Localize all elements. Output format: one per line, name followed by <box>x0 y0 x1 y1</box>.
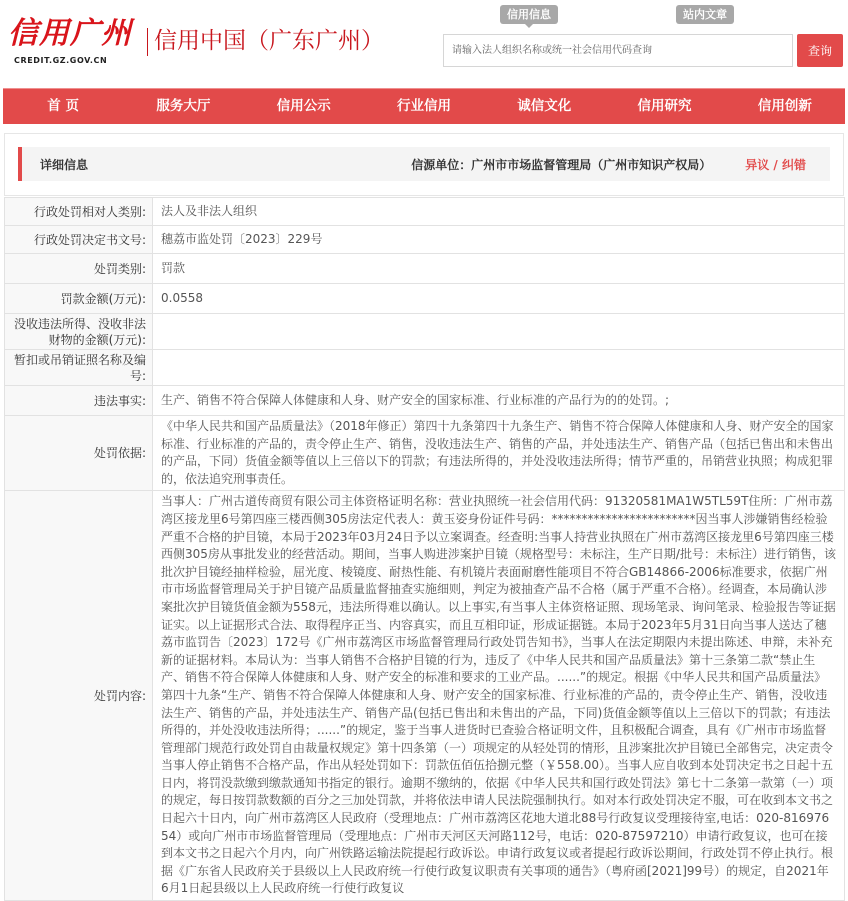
search-button[interactable]: 查询 <box>797 34 843 67</box>
row-penalty-content <box>5 491 845 901</box>
field-label: 行政处罚决定书文号: <box>5 226 153 254</box>
nav-item-home[interactable]: 首 页 <box>47 98 79 114</box>
field-label: 处罚内容: <box>5 491 153 901</box>
site-logo[interactable] <box>8 14 144 70</box>
field-label: 处罚类别: <box>5 254 153 284</box>
nav-item-integrity-culture[interactable]: 诚信文化 <box>517 98 572 114</box>
nav-item-credit-innovation[interactable]: 信用创新 <box>757 98 812 114</box>
objection-link[interactable]: 异议 / 纠错 <box>745 157 806 172</box>
field-label: 违法事实: <box>5 386 153 416</box>
nav-item-service-hall[interactable]: 服务大厅 <box>156 98 211 114</box>
field-label: 处罚依据: <box>5 416 153 491</box>
site-title: 信用中国（广东广州） <box>154 28 384 54</box>
main-nav <box>3 88 845 124</box>
field-value <box>153 350 845 386</box>
row-fine-amount <box>5 284 845 314</box>
tab-site-articles[interactable]: 站内文章 <box>676 5 734 24</box>
field-label: 罚款金额(万元): <box>5 284 153 314</box>
detail-header <box>18 147 830 181</box>
field-value: 0.0558 <box>153 284 845 314</box>
site-header <box>0 0 848 86</box>
search-input[interactable] <box>443 34 793 67</box>
nav-item-credit-publicity[interactable]: 信用公示 <box>276 98 331 114</box>
field-value: 当事人：广州古道传商贸有限公司主体资格证明名称：营业执照统一社会信用代码：91320581MA1W5TL59T住所：广州市荔湾区接龙里6号第四座三楼西侧305房法定代表人：黄玉姿身份证件号码：************************因当事人涉嫌销售经检验严重不合格的护目镜，本局于2023年03月24日予以立案调查。经查明:当事人持营业执照在广州市荔湾区接龙里6号第四座三楼西侧305房从事批发业的经营活动。期间，当事人购进涉案护目镜（规格型号：未标注，生产日期/批号：未标注）进行销售，该批次护目镜经抽样检验，屈光度、棱镜度、耐热性能、有机镜片表面耐磨性能项目不符合GB14866-2006标准要求，依据广州市市场监督管理局关于护目镜产品质量监督抽查实施细则，判定为被抽查产品不合格（属于严重不合格）。经调查，本局确认涉案批次护目镜货值金额为558元，违法所得难以确认。以上事实,有当事人主体资格证照、现场笔录、询问笔录、检验报告等证据证实。以上证据形式合法、取得程序正当、内容真实，而且互相印证，形成证据链。本局于2023年5月31日向当事人送达了穗荔市监罚告〔2023〕172号《广州市荔湾区市场监督管理局行政处罚告知书》，当事人在法定期限内未提出陈述、申辩，未补充新的证据材料。本局认为：当事人销售不合格护目镜的行为，违反了《中华人民共和国产品质量法》第十三条第二款“禁止生产、销售不符合保障人体健康和人身、财产安全的标准和要求的工业产品。......”的规定。根据《中华人民共和国产品质量法》第四十九条“生产、销售不符合保障人体健康和人身、财产安全的国家标准、行业标准的产品的，责令停止生产、销售，没收违法生产、销售的产品，并处违法生产、销售产品(包括已售出和未售出的产品，下同)货值金额等值以上三倍以下的罚款；有违法所得的，并处没收违法所得；......”的规定，鉴于当事人进货时已查验合格证明文件，且积极配合调查，具有《广州市市场监督管理部门规范行政处罚自由裁量权规定》第十四条第（一）项规定的从轻处罚的情形，且涉案批次护目镜已全部售完，决定责令当事人停止销售不合格产品，作出从轻处罚如下：罚款伍佰伍拾捌元整（￥558.00）。当事人应自收到本处罚决定书之日起十五日内，将罚没款缴到缴款通知书指定的银行。逾期不缴纳的，依据《中华人民共和国行政处罚法》第七十二条第一款第（一）项的规定，每日按罚款数额的百分之三加处罚款，并将依法申请人民法院强制执行。如对本行政处罚决定不服，可在收到本文书之日起六十日内，向广州市荔湾区人民政府（受理地点：广州市荔湾区花地大道北88号行政复议受理接待室,电话：020-81697654）或向广州市市场监督管理局（受理地点：广州市天河区天河路112号，电话：020-87597210）申请行政复议，也可在接到本文书之日起六个月内，向广州铁路运输法院提起行政诉讼。申请行政复议或者提起行政诉讼期间，行政处罚不停止执行。根据《广东省人民政府关于县级以上人民政府统一行使行政复议职责有关事项的通告》（粤府函[2021]99号）的规定，自2021年6月1日起县级以上人民政府统一行使行政复议 <box>153 491 845 901</box>
penalty-record-table <box>4 197 845 901</box>
field-label: 暂扣或吊销证照名称及编号: <box>5 350 153 386</box>
field-value: 罚款 <box>153 254 845 284</box>
row-party-category <box>5 198 845 226</box>
field-value <box>153 314 845 350</box>
field-label: 没收违法所得、没收非法财物的金额(万元): <box>5 314 153 350</box>
field-value: 法人及非法人组织 <box>153 198 845 226</box>
logo-text: 信用广州 <box>8 16 132 51</box>
detail-box <box>4 133 844 196</box>
detail-title: 详细信息 <box>40 157 89 172</box>
header-divider <box>147 28 148 56</box>
field-value: 穗荔市监处罚〔2023〕229号 <box>153 226 845 254</box>
field-value: 生产、销售不符合保障人体健康和人身、财产安全的国家标准、行业标准的产品行为的的处罚。; <box>153 386 845 416</box>
row-decision-number <box>5 226 845 254</box>
tab-credit-info[interactable]: 信用信息 <box>500 5 558 24</box>
row-penalty-type <box>5 254 845 284</box>
row-penalty-basis <box>5 416 845 491</box>
field-label: 行政处罚相对人类别: <box>5 198 153 226</box>
row-license-suspension <box>5 350 845 386</box>
source-unit: 信源单位：广州市市场监督管理局（广州市知识产权局） <box>411 157 712 172</box>
row-confiscation-amount <box>5 314 845 350</box>
logo-domain: CREDIT.GZ.GOV.CN <box>14 56 108 65</box>
nav-item-credit-research[interactable]: 信用研究 <box>637 98 692 114</box>
field-value: 《中华人民共和国产品质量法》（2018年修正）第四十九条第四十九条生产、销售不符合保障人体健康和人身、财产安全的国家标准、行业标准的产品的，责令停止生产、销售，没收违法生产、销售的产品，并处违法生产、销售产品（包括已售出和未售出的产品，下同）货值金额等值以上三倍以下的罚款；有违法所得的，并处没收违法所得；情节严重的，吊销营业执照；构成犯罪的，依法追究刑事责任。 <box>153 416 845 491</box>
nav-item-industry-credit[interactable]: 行业信用 <box>396 98 451 114</box>
row-violation-facts <box>5 386 845 416</box>
